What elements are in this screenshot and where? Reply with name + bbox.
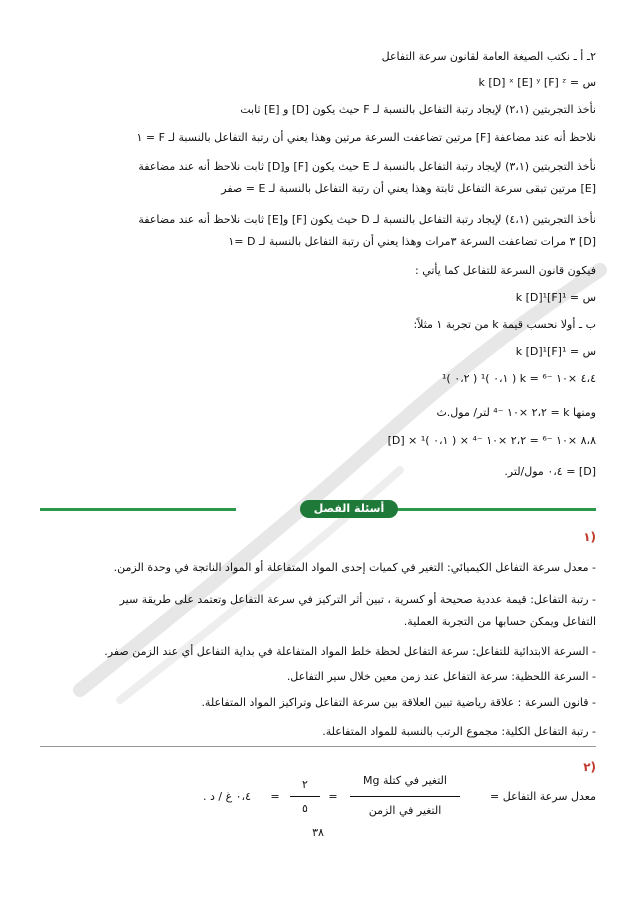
fraction-2-bar xyxy=(290,796,320,797)
fraction-2-numerator: ٢ xyxy=(302,778,308,791)
order-d-conclusion: [D] ٣ مرات تضاعفت السرعة ٣مرات وهذا يعني أن رتبة التفاعل بالنسبة لـ D =١ xyxy=(228,235,596,248)
rate-law-final: س = k [D]¹[F]¹ xyxy=(515,291,596,304)
k-value-line: ومنها k = ٢،٢ ×١٠ ⁻⁴ لتر/ مول.ث xyxy=(436,406,596,419)
equals-sign-1: = xyxy=(328,790,338,803)
divider-line-left xyxy=(40,508,236,511)
experiments-1-3-text: نأخذ التجربتين (٣،١) لإيجاد رتبة التفاعل بالنسبة لـ E حيث يكون [F] و[D] ثابت نلاحظ أنه عند مضاعفة xyxy=(138,160,596,173)
rate-law-repeat: س = k [D]¹[F]¹ xyxy=(515,345,596,358)
fraction-2-denominator: ٥ xyxy=(302,802,308,815)
step-2a-heading: ٢ـ أ ـ نكتب الصيغة العامة لقانون سرعة التفاعل xyxy=(381,50,596,63)
fraction-1-bar xyxy=(350,796,460,797)
definition-reaction-order-cont: التفاعل ويمكن حسابها من التجربة العملية. xyxy=(403,615,596,628)
fraction-1-numerator: التغير في كتلة Mg xyxy=(363,774,447,787)
definition-reaction-order: - رتبة التفاعل: قيمة عددية صحيحة أو كسرية ، تبين أثر التركيز في سرعة التفاعل وتعتمد على طريقة سير xyxy=(119,593,596,606)
experiments-1-4-text: نأخذ التجربتين (٤،١) لإيجاد رتبة التفاعل بالنسبة لـ D حيث يكون [F] و[E] ثابت نلاحظ أنه عند مضاعفة xyxy=(138,213,596,226)
order-e-conclusion: [E] مرتين تبقى سرعة التفاعل ثابتة وهذا يعني أن رتبة التفاعل بالنسبة لـ E = صفر xyxy=(221,182,596,195)
divider-line-right xyxy=(380,508,596,511)
question-2-number: ٢) xyxy=(583,760,596,774)
chapter-questions-divider xyxy=(40,500,596,518)
d-result-line: [D] = ٠،٤ مول/لتر. xyxy=(504,465,596,478)
definition-overall-order: - رتبة التفاعل الكلية: مجموع الرتب بالنسبة للمواد المتفاعلة. xyxy=(322,725,596,738)
definition-rate-law: - قانون السرعة : علاقة رياضية تبين العلاقة بين سرعة التفاعل وتراكيز المواد المتفاعلة. xyxy=(201,696,596,709)
rate-result: ٠،٤ غ / د . xyxy=(202,790,252,803)
substitution-line: ٤،٤ ×١٠ ⁻⁶ = k ( ٠،١ )¹ ( ٠،٢ )¹ xyxy=(441,372,596,385)
order-f-conclusion: نلاحظ أنه عند مضاعفة [F] مرتين تضاعفت السرعة مرتين وهذا يعني أن رتبة التفاعل بالنسبة لـ F = ١ xyxy=(136,131,596,144)
section-separator xyxy=(40,746,596,747)
definition-average-rate: - معدل سرعة التفاعل الكيميائي: التغير في كميات إحدى المواد المتفاعلة أو المواد الناتجة في وحدة الزمن. xyxy=(113,561,596,574)
experiments-1-2-text: نأخذ التجربتين (٢،١) لإيجاد رتبة التفاعل بالنسبة لـ F حيث يكون [D] و [E] ثابت xyxy=(240,103,596,116)
rate-formula-lhs: معدل سرعة التفاعل = xyxy=(490,790,596,803)
fraction-1-denominator: التغير في الزمن xyxy=(368,804,442,817)
page-number: ٣٨ xyxy=(312,826,324,839)
d-calculation-line: ٨،٨ ×١٠ ⁻⁶ = ٢،٢ ×١٠ ⁻⁴ × ( ٠،١ )¹ × [D] xyxy=(387,434,596,447)
definition-instant-rate: - السرعة اللحظية: سرعة التفاعل عند زمن معين خلال سير التفاعل. xyxy=(286,670,596,683)
equals-sign-2: = xyxy=(270,790,280,803)
step-b-heading: ب ـ أولا نحسب قيمة k من تجربة ١ مثلاً: xyxy=(413,318,596,331)
general-rate-law: س = k [D] ˣ [E] ʸ [F] ᶻ xyxy=(478,76,596,89)
rate-law-intro: فيكون قانون السرعة للتفاعل كما يأتي : xyxy=(415,264,596,277)
definition-initial-rate: - السرعة الابتدائية للتفاعل: سرعة التفاعل لحظة خلط المواد المتفاعلة في بداية التفاعل أي عند الزمن صفر. xyxy=(104,645,596,658)
chapter-questions-label: أسئلة الفصل xyxy=(300,500,398,518)
question-1-number: ١) xyxy=(583,530,596,544)
